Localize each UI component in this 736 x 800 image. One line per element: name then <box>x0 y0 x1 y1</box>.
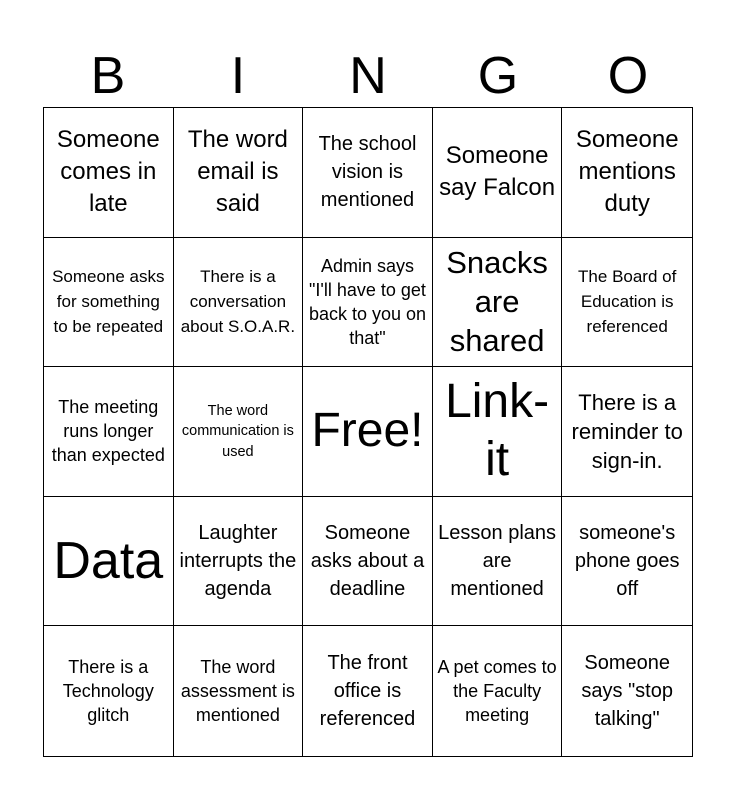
bingo-cell[interactable] <box>562 626 692 756</box>
bingo-cell[interactable] <box>174 367 304 497</box>
cell-text: A pet comes to the Faculty meeting <box>437 657 557 726</box>
bingo-cell[interactable] <box>303 626 433 756</box>
header-letter-n: N <box>349 47 387 105</box>
header-letter-o: O <box>607 47 649 105</box>
cell-text: There is a conversation about S.O.A.R. <box>180 267 296 337</box>
bingo-cell[interactable] <box>433 367 563 497</box>
bingo-cell[interactable] <box>44 367 174 497</box>
bingo-cell-free[interactable] <box>303 367 433 497</box>
cell-text: Link-it <box>445 375 550 487</box>
cell-text: There is a Technology glitch <box>62 657 154 726</box>
bingo-cell[interactable] <box>44 108 174 238</box>
bingo-cell[interactable] <box>433 238 563 368</box>
bingo-cell[interactable] <box>433 626 563 756</box>
cell-text: The word assessment is mentioned <box>180 657 295 726</box>
bingo-cell[interactable] <box>562 497 692 627</box>
bingo-cell[interactable] <box>174 626 304 756</box>
cell-text: Admin says "I'll have to get back to you on that" <box>308 255 427 348</box>
cell-text: Lesson plans are mentioned <box>438 522 557 601</box>
cell-text: Someone say Falcon <box>439 142 556 202</box>
cell-text: Someone mentions duty <box>575 126 679 218</box>
cell-text: The school vision is mentioned <box>318 133 417 212</box>
bingo-cell[interactable] <box>174 108 304 238</box>
cell-text: There is a reminder to sign-in. <box>571 389 683 473</box>
cell-text: someone's phone goes off <box>574 522 680 601</box>
cell-text: Someone comes in late <box>56 126 160 218</box>
cell-text: The front office is referenced <box>319 652 416 731</box>
cell-text: Data <box>53 532 164 591</box>
bingo-cell[interactable] <box>562 238 692 368</box>
bingo-cell[interactable] <box>303 108 433 238</box>
bingo-cell[interactable] <box>44 626 174 756</box>
bingo-cell[interactable] <box>562 367 692 497</box>
bingo-cell[interactable] <box>433 108 563 238</box>
bingo-cell[interactable] <box>44 238 174 368</box>
bingo-cell[interactable] <box>303 497 433 627</box>
cell-text: The Board of Education is referenced <box>578 267 677 337</box>
bingo-cell[interactable] <box>303 238 433 368</box>
bingo-cell[interactable] <box>562 108 692 238</box>
cell-text: Free! <box>311 404 424 458</box>
cell-text: Someone asks about a deadline <box>310 522 425 601</box>
cell-text: The word communication is used <box>181 402 294 460</box>
bingo-cell[interactable] <box>433 497 563 627</box>
cell-text: The word email is said <box>187 126 288 218</box>
bingo-cell[interactable] <box>174 497 304 627</box>
cell-text: Snacks are shared <box>446 245 548 359</box>
cell-text: Someone asks for something to be repeated <box>52 267 165 337</box>
bingo-cell[interactable] <box>174 238 304 368</box>
cell-text: The meeting runs longer than expected <box>51 397 165 466</box>
bingo-board <box>43 107 693 757</box>
bingo-header <box>43 48 693 104</box>
header-letter-g: G <box>477 47 519 105</box>
cell-text: Someone says "stop talking" <box>581 652 673 731</box>
header-letter-b: B <box>90 47 126 105</box>
bingo-cell[interactable] <box>44 497 174 627</box>
header-letter-i: I <box>230 47 246 105</box>
cell-text: Laughter interrupts the agenda <box>179 522 297 601</box>
